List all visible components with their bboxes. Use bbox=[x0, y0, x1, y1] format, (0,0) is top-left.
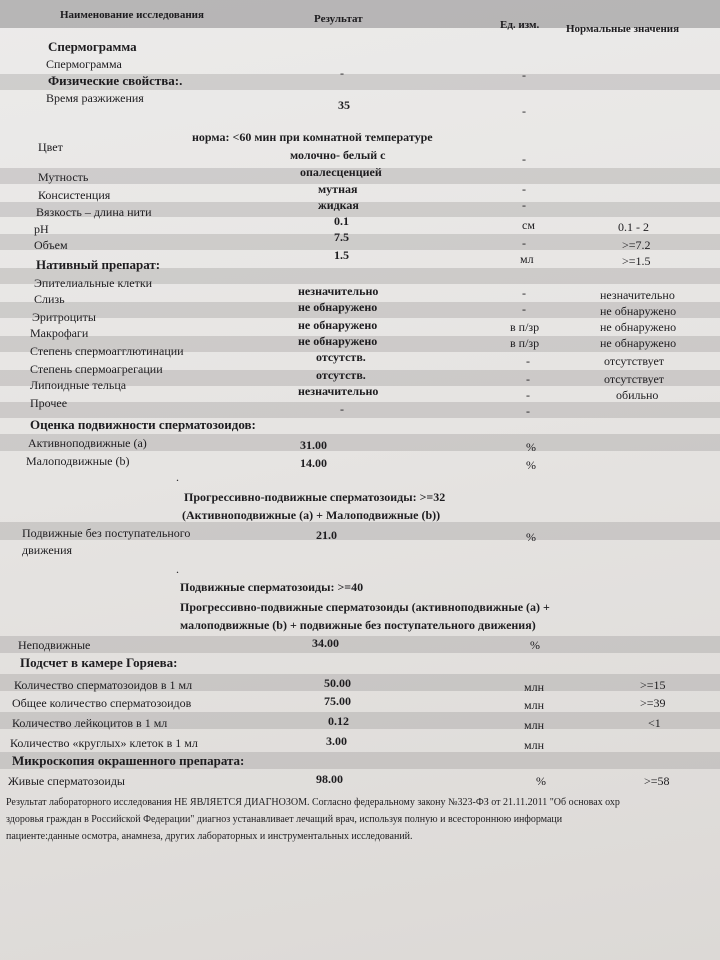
row-result: не обнаружено bbox=[298, 318, 378, 332]
row-result: отсутств. bbox=[316, 350, 366, 364]
row-name: Степень спермоагрегации bbox=[30, 362, 163, 376]
row-result: 14.00 bbox=[300, 456, 327, 470]
row-unit: млн bbox=[524, 718, 545, 732]
motile-note-2: Прогрессивно-подвижные сперматозоиды (активноподвижные (a) + bbox=[180, 600, 550, 614]
row-unit: в п/зр bbox=[510, 320, 540, 334]
row-result: 34.00 bbox=[312, 636, 339, 650]
row-unit: млн bbox=[524, 738, 545, 752]
row-unit: % bbox=[536, 774, 546, 788]
row-name: Активноподвижные (a) bbox=[28, 436, 147, 450]
row-unit: - bbox=[522, 182, 526, 196]
header-result: Результат bbox=[314, 13, 363, 25]
liquefaction-norm-note: норма: <60 мин при комнатной температуре bbox=[192, 130, 433, 144]
row-unit: - bbox=[522, 236, 526, 250]
row-result: не обнаружено bbox=[298, 334, 378, 348]
row-unit: - bbox=[522, 104, 526, 118]
row-unit: мл bbox=[520, 252, 534, 266]
row-name: Вязкость – длина нити bbox=[36, 205, 152, 219]
progressive-note-2: (Активноподвижные (a) + Малоподвижные (b)) bbox=[182, 508, 441, 522]
row-result: опалесценцией bbox=[300, 165, 382, 179]
row-result: 3.00 bbox=[326, 734, 347, 748]
row-name: движения bbox=[22, 543, 73, 557]
row-norm: не обнаружено bbox=[600, 304, 677, 318]
section-spermogram: Спермограмма bbox=[48, 39, 137, 54]
row-unit: - bbox=[526, 372, 530, 386]
row-unit: - bbox=[522, 198, 526, 212]
dot: . bbox=[176, 470, 179, 484]
dot: . bbox=[176, 562, 179, 576]
row-unit: - bbox=[526, 388, 530, 402]
row-unit: % bbox=[526, 440, 536, 454]
disclaimer-line-1: Результат лабораторного исследования НЕ ЯВЛЯЕТСЯ ДИАГНОЗОМ. Согласно федеральному закону №323-ФЗ от 21.11.2011 "Об основах охр bbox=[6, 797, 620, 808]
row-name: Эритроциты bbox=[32, 310, 96, 324]
row-name: Количество лейкоцитов в 1 мл bbox=[12, 716, 168, 730]
row-result: 0.12 bbox=[328, 714, 349, 728]
dash: - bbox=[340, 66, 344, 80]
row-unit: - bbox=[526, 404, 530, 418]
row-result: 21.0 bbox=[316, 528, 337, 542]
row-name: Подвижные без поступательного bbox=[22, 526, 191, 540]
row-unit: - bbox=[522, 302, 526, 316]
row-norm: >=7.2 bbox=[622, 238, 651, 252]
row-norm: <1 bbox=[648, 716, 661, 730]
row-unit: % bbox=[526, 530, 536, 544]
row-result: не обнаружено bbox=[298, 300, 378, 314]
row-name: Степень спермоагглютинации bbox=[30, 344, 184, 358]
row-name: Объем bbox=[34, 238, 68, 252]
row-name: Макрофаги bbox=[30, 326, 89, 340]
row-unit: млн bbox=[524, 680, 545, 694]
row-name: Время разжижения bbox=[46, 91, 144, 105]
section-stained: Микроскопия окрашенного препарата: bbox=[12, 753, 245, 768]
row-unit: см bbox=[522, 218, 535, 232]
disclaimer-line-2: здоровья граждан в Российской Федерации" диагноз устанавливает лечащий врач, используя полную и всестороннюю информаци bbox=[6, 814, 563, 825]
row-result: 75.00 bbox=[324, 694, 351, 708]
spermogram-sub: Спермограмма bbox=[46, 57, 122, 71]
row-result: 98.00 bbox=[316, 772, 343, 786]
row-name: pH bbox=[34, 222, 49, 236]
row-norm: обильно bbox=[616, 388, 659, 402]
row-norm: не обнаружено bbox=[600, 320, 677, 334]
row-result: 1.5 bbox=[334, 248, 349, 262]
row-result: жидкая bbox=[318, 198, 359, 212]
row-norm: >=39 bbox=[640, 696, 666, 710]
header-unit: Ед. изм. bbox=[500, 19, 540, 31]
row-result: отсутств. bbox=[316, 368, 366, 382]
header-name: Наименование исследования bbox=[60, 9, 204, 21]
row-norm: 0.1 - 2 bbox=[618, 220, 649, 234]
row-name: Малоподвижные (b) bbox=[26, 454, 130, 468]
motile-note-1: Подвижные сперматозоиды: >=40 bbox=[180, 580, 364, 594]
row-name: Мутность bbox=[38, 170, 89, 184]
row-norm: отсутствует bbox=[604, 354, 665, 368]
row-unit: % bbox=[526, 458, 536, 472]
row-unit: млн bbox=[524, 698, 545, 712]
row-name: Липоидные тельца bbox=[30, 378, 127, 392]
row-norm: отсутствует bbox=[604, 372, 665, 386]
row-result: молочно- белый с bbox=[290, 148, 386, 162]
disclaimer-line-3: пациенте:данные осмотра, анамнеза, других лабораторных и инструментальных исследований. bbox=[6, 831, 413, 842]
row-result: 50.00 bbox=[324, 676, 351, 690]
row-unit: - bbox=[522, 152, 526, 166]
row-unit: - bbox=[526, 354, 530, 368]
row-norm: >=1.5 bbox=[622, 254, 651, 268]
row-norm: незначительно bbox=[600, 288, 675, 302]
row-result: 0.1 bbox=[334, 214, 349, 228]
row-name: Общее количество сперматозоидов bbox=[12, 696, 192, 710]
row-name: Неподвижные bbox=[18, 638, 91, 652]
section-goryaev: Подсчет в камере Горяева: bbox=[20, 655, 178, 670]
row-name: Количество сперматозоидов в 1 мл bbox=[14, 678, 193, 692]
section-physical: Физические свойства:. bbox=[48, 73, 183, 88]
row-unit: % bbox=[530, 638, 540, 652]
row-name: Слизь bbox=[34, 292, 65, 306]
motile-note-3: малоподвижные (b) + подвижные без поступательного движения) bbox=[180, 618, 536, 632]
row-unit: - bbox=[522, 286, 526, 300]
row-unit: в п/зр bbox=[510, 336, 540, 350]
dash: - bbox=[522, 68, 526, 82]
row-name: Цвет bbox=[38, 140, 63, 154]
row-result: незначительно bbox=[298, 284, 379, 298]
row-name: Количество «круглых» клеток в 1 мл bbox=[10, 736, 198, 750]
row-norm: не обнаружено bbox=[600, 336, 677, 350]
section-native: Нативный препарат: bbox=[36, 257, 161, 272]
row-result: 31.00 bbox=[300, 438, 327, 452]
row-result: - bbox=[340, 402, 344, 416]
row-result: 7.5 bbox=[334, 230, 349, 244]
header-norm: Нормальные значения bbox=[566, 23, 680, 35]
row-result: мутная bbox=[318, 182, 358, 196]
row-name: Консистенция bbox=[38, 188, 111, 202]
section-motility: Оценка подвижности сперматозоидов: bbox=[30, 417, 256, 432]
row-result: незначительно bbox=[298, 384, 379, 398]
row-norm: >=58 bbox=[644, 774, 670, 788]
progressive-note-1: Прогрессивно-подвижные сперматозоиды: >=32 bbox=[184, 490, 446, 504]
row-name: Эпителиальные клетки bbox=[34, 276, 153, 290]
row-result: 35 bbox=[338, 98, 350, 112]
row-name: Прочее bbox=[30, 396, 68, 410]
row-norm: >=15 bbox=[640, 678, 666, 692]
row-name: Живые сперматозоиды bbox=[8, 774, 125, 788]
